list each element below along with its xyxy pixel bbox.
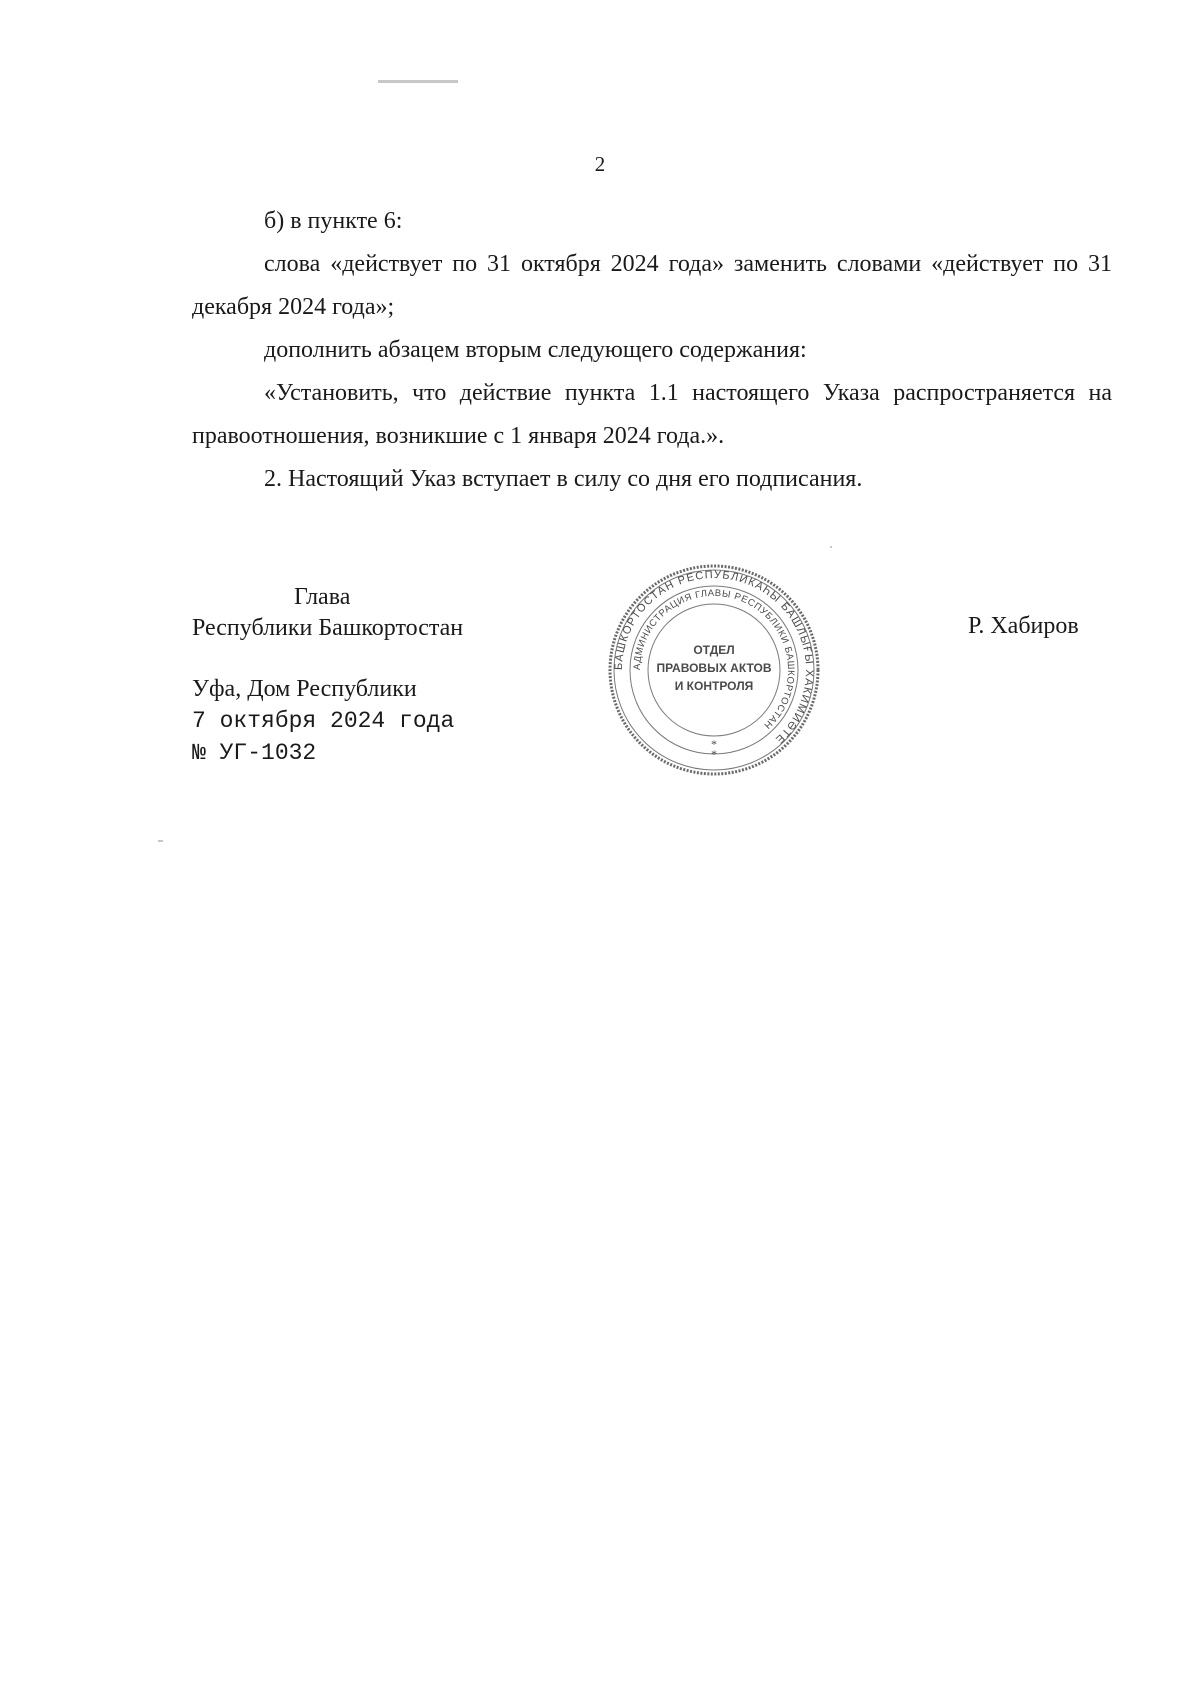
scan-artifact-top bbox=[378, 80, 458, 83]
signatory-title bbox=[192, 582, 463, 644]
page-number: 2 bbox=[594, 152, 606, 176]
paragraph-entry-into-force: 2. Настоящий Указ вступает в силу со дня его подписания. bbox=[264, 466, 863, 492]
official-stamp bbox=[606, 562, 822, 778]
stamp-center-line2: ПРАВОВЫХ АКТОВ bbox=[656, 661, 772, 675]
stamp-star-icon-2: * bbox=[711, 747, 717, 761]
issue-number: № УГ-1032 bbox=[192, 740, 317, 766]
paragraph-subpoint-b: б) в пункте 6: bbox=[264, 208, 403, 234]
issue-place: Уфа, Дом Республики bbox=[192, 676, 417, 702]
scan-artifact-left bbox=[158, 840, 163, 842]
stamp-center-line1: ОТДЕЛ bbox=[693, 643, 735, 657]
stamp-center-line3: И КОНТРОЛЯ bbox=[674, 679, 754, 693]
issue-details bbox=[192, 673, 454, 769]
stamp-middle-text: АДМИНИСТРАЦИЯ ГЛАВЫ РЕСПУБЛИКИ БАШКОРТОСТАН bbox=[631, 587, 797, 732]
signer-name: Р. Хабиров bbox=[968, 613, 1079, 639]
stamp-star-icon: * bbox=[711, 737, 717, 751]
signatory-title-line2: Республики Башкортостан bbox=[192, 615, 464, 641]
paragraph-replace-words: слова «действует по 31 октября 2024 года» заменить словами «действует по 31 декабря 2024 года»; bbox=[192, 251, 1112, 320]
paragraph-add-second-clause: дополнить абзацем вторым следующего содержания: bbox=[264, 337, 807, 363]
issue-date: 7 октября 2024 года bbox=[192, 708, 455, 734]
signatory-title-line1: Глава bbox=[294, 584, 351, 610]
scan-artifact-dot bbox=[830, 546, 832, 548]
paragraph-establish-clause: «Установить, что действие пункта 1.1 настоящего Указа распространяется на правоотношения, возникшие с 1 января 2024 года.». bbox=[192, 380, 1112, 449]
stamp-outer-text: БАШКОРТОСТАН РЕСПУБЛИКАҺЫ БАШЛЫҒЫ ХАКИМИӘТЕ bbox=[612, 568, 816, 747]
document-body bbox=[192, 200, 1112, 501]
